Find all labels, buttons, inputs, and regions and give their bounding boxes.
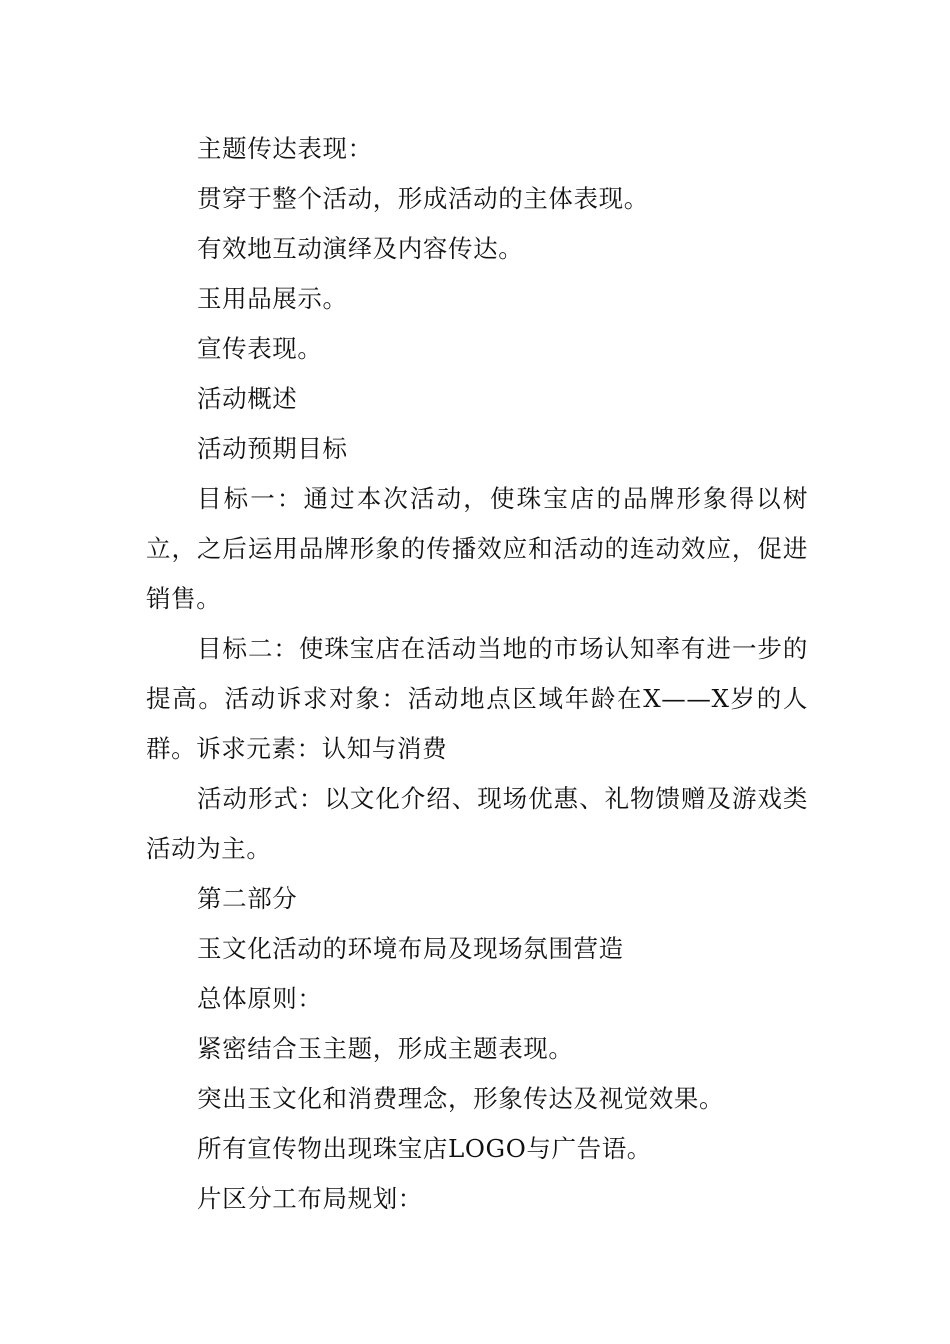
paragraph-activity-overview: 活动概述 <box>197 384 298 413</box>
paragraph-general-principles: 总体原则： <box>197 984 323 1013</box>
paragraph-jade-culture: 突出玉文化和消费理念，形象传达及视觉效果。 <box>197 1084 725 1113</box>
paragraph-part-two: 第二部分 <box>197 884 298 913</box>
paragraph-expected-goals: 活动预期目标 <box>197 434 348 463</box>
paragraph-jade-display: 玉用品展示。 <box>197 284 348 313</box>
paragraph-theme-expression: 主题传达表现： <box>197 134 373 163</box>
document-body <box>146 124 808 1224</box>
paragraph-throughout-activity: 贯穿于整个活动，形成活动的主体表现。 <box>197 184 649 213</box>
paragraph-goal-two: 目标二：使珠宝店在活动当地的市场认知率有进一步的提高。活动诉求对象：活动地点区域年龄在X——X岁的人群。诉求元素：认知与消费 <box>146 634 808 763</box>
paragraph-interactive-delivery: 有效地互动演绎及内容传达。 <box>197 234 524 263</box>
paragraph-environment-layout: 玉文化活动的环境布局及现场氛围营造 <box>197 934 624 963</box>
paragraph-jade-theme: 紧密结合玉主题，形成主题表现。 <box>197 1034 574 1063</box>
paragraph-activity-format: 活动形式：以文化介绍、现场优惠、礼物馈赠及游戏类活动为主。 <box>146 784 808 863</box>
paragraph-logo-slogan: 所有宣传物出现珠宝店LOGO与广告语。 <box>197 1134 652 1163</box>
paragraph-goal-one: 目标一：通过本次活动，使珠宝店的品牌形象得以树立，之后运用品牌形象的传播效应和活动的连动效应，促进销售。 <box>146 484 808 613</box>
paragraph-promotion: 宣传表现。 <box>197 334 323 363</box>
paragraph-zone-planning: 片区分工布局规划： <box>197 1184 423 1213</box>
